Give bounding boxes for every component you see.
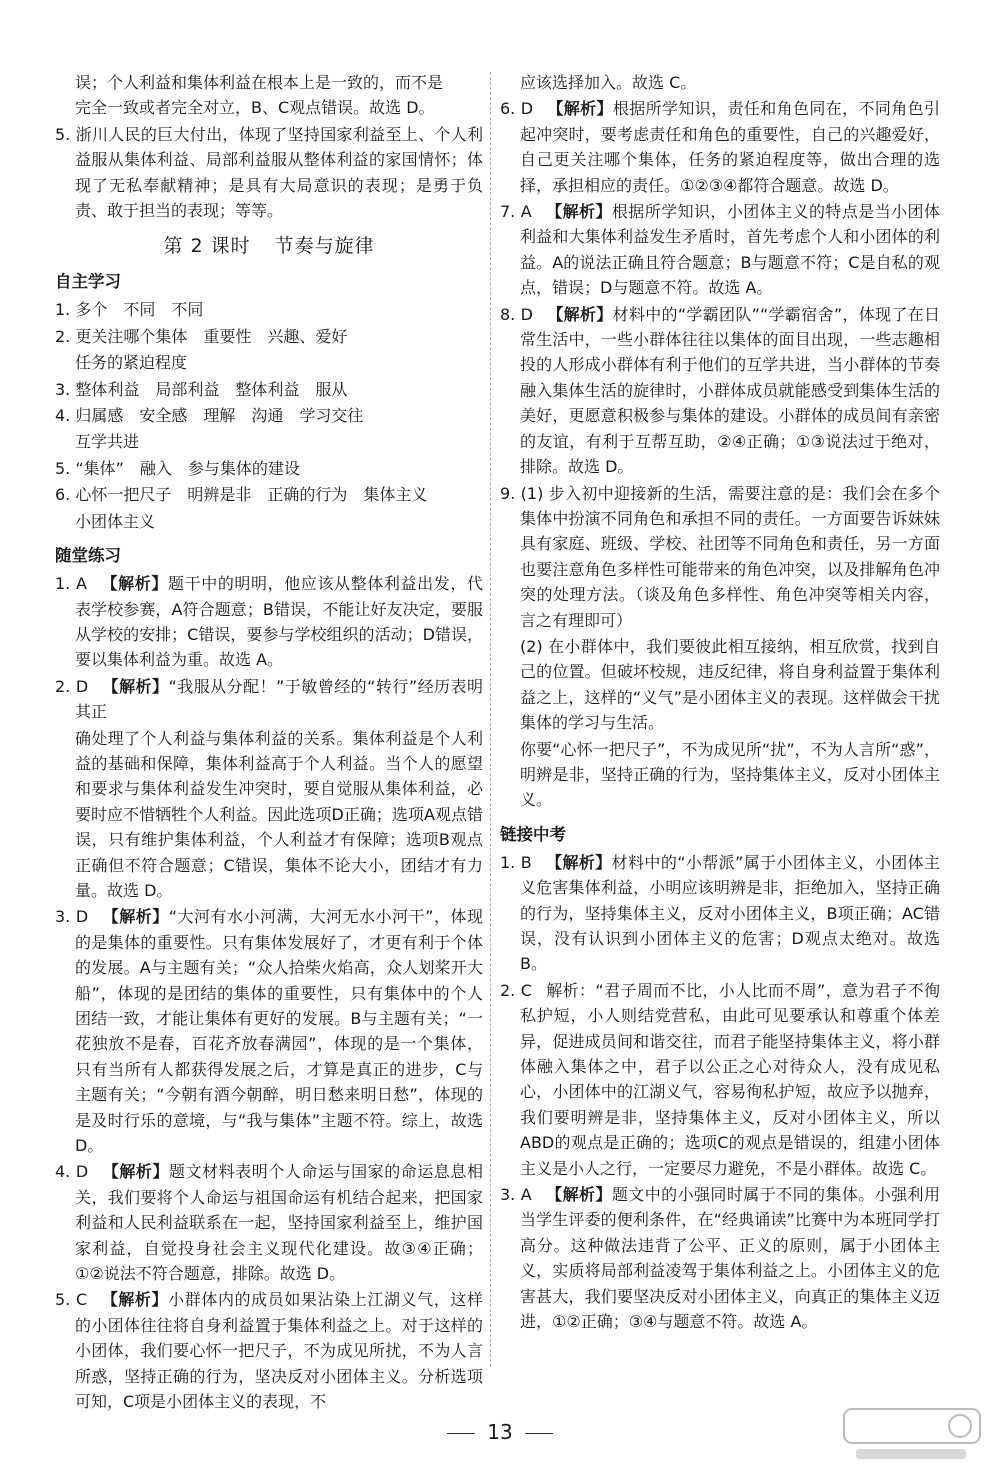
exam-answer-3: 3. A 【解析】题文中的小强同时属于不同的集体。小强利用当学生评委的便利条件，在“经典诵读”比赛中为本班同学打高分。这种做法违背了公平、正义的原则，属于小团体主义，实质将局部利益凌驾于集体利益之上。小团体主义的危害甚大，我们要坚决反对小团体主义，向真正的集体主义迈进，①②正确；③④与题意不符。故选 A。	[500, 1185, 940, 1332]
right-column	[500, 70, 940, 1336]
left-column	[55, 70, 483, 1416]
footer-dash-right	[525, 1433, 553, 1434]
self-study-item: 5. “集体” 融入 参与集体的建设	[55, 458, 300, 478]
answer-5: 5. 浙川人民的巨大付出，体现了坚持国家利益至上、个人利益服从集体利益、局部利益服从整体利益的家国情怀；体现了无私奉献精神；是具有大局意识的表现；是勇于负责、敢于担当的表现；等等。	[55, 124, 483, 221]
watermark-logo-icon	[842, 1407, 982, 1463]
practice-answer-2-cont: 确处理了个人利益与集体利益的关系。集体利益是个人利益的基础和保障，集体利益高于个人利益。当个人的愿望和要求与集体利益发生冲突时，要自觉服从集体利益，必要时应不惜牺牲个人利益。因此选项D正确；选项A观点错误，只有维护集体利益，个人利益才有保障；选项B观点正确但不符合题意；C错误，集体不论大小，团结才有力量。故选 D。	[75, 728, 483, 900]
page-number: 13	[487, 1420, 513, 1444]
self-study-item: 2. 更关注哪个集体 重要性 兴趣、爱好	[55, 326, 348, 346]
section-heading-exam-link: 链接中考	[500, 824, 566, 844]
practice-answer-6: 6. D 【解析】根据所学知识，责任和角色同在，不同角色引起冲突时，要考虑责任和角色的重要性，自己的兴趣爱好，自己更关注哪个集体，任务的紧迫程度等，做出合理的选择，承担相应的责任。①②③④都符合题意。故选 D。	[500, 99, 940, 195]
practice-answer-7: 7. A 【解析】根据所学知识，小团体主义的特点是当小团体利益和大集体利益发生矛盾时，首先考虑个人和小团体的利益。A的说法正确且符合题意；B与题意不符；C是自私的观点，错误；D与题意不符。故选 A。	[500, 202, 940, 298]
practice-answer-9-part3: 你要“心怀一把尺子”，不为成见所“扰”，不为人言所“惑”，明辨是非，坚持正确的行为，坚持集体主义，反对小团体主义。	[520, 739, 940, 810]
self-study-item: 任务的紧迫程度	[75, 353, 188, 373]
section-heading-class-practice: 随堂练习	[55, 546, 121, 566]
practice-answer-9-part2: (2) 在小群体中，我们要彼此相互接纳，相互欣赏，找到自己的位置。但破坏校规，违反纪律，将自身利益置于集体利益之上，这样的“义气”是小团体主义的表现。这样做会干扰集体的学习与生活。	[520, 636, 940, 733]
practice-answer-9-part1: 9. (1) 步入初中迎接新的生活，需要注意的是：我们会在多个集体中扮演不同角色和承担不同的责任。一方面要告诉妹妹具有家庭、班级、学校、社团等不同角色和责任，另一方面也要注意角色多样性可能带来的角色冲突，以及排解角色冲突的处理方法。（谈及角色多样性、角色冲突等相关内容，言之有理即可）	[500, 483, 940, 630]
exam-answer-1: 1. B 【解析】材料中的“小帮派”属于小团体主义，小团体主义危害集体利益，小明应该明辨是非，拒绝加入，坚持正确的行为，坚持集体主义，反对小团体主义，B项正确；AC错误，没有认识到小团体主义的危害；D观点太绝对。故选 B。	[500, 852, 940, 974]
footer-dash-left	[447, 1433, 475, 1434]
lesson-title: 第 2 课时 节奏与旋律	[163, 235, 375, 258]
practice-answer-4: 4. D 【解析】题文材料表明个人命运与国家的命运息息相关，我们要将个人命运与祖国命运有机结合起来，把国家利益和人民利益联系在一起，坚持国家利益至上，维护国家利益，自觉投身社会主义现代化建设。故③④正确；①②说法不符合题意，排除。故选 D。	[55, 1162, 483, 1284]
practice-answer-5: 5. C 【解析】小群体内的成员如果沾染上江湖义气，这样的小团体往往将自身利益置于集体利益之上。对于这样的小团体，我们要心怀一把尺子，不为成见所扰，不为人言所惑，坚持正确的行为，坚决反对小团体主义。分析选项可知，C项是小团体主义的表现，不	[55, 1290, 483, 1412]
practice-answer-8: 8. D 【解析】材料中的“学霸团队”“学霸宿舍”，体现了在日常生活中，一些小群体往往以集体的面目出现，一些志趣相投的人形成小群体有利于他们的互学共进，当小群体的节奏融入集体生活的旋律时，小群体成员就能感受到集体生活的美好，更愿意积极参与集体的建设。小群体的成员间有亲密的友谊，有利于互帮互助，②④正确；①③说法过于绝对，排除。故选 D。	[500, 304, 940, 477]
self-study-item: 4. 归属感 安全感 理解 沟通 学习交往	[55, 406, 364, 426]
self-study-item: 互学共进	[75, 432, 140, 452]
exam-answer-2: 2. C 解析：“君子周而不比，小人比而不周”，意为君子不徇私护短，小人则结党营私，由此可见要承认和尊重个体差异，促进成员间和谐交往，而君子能坚持集体主义，将小群体融入集体之中，君子以公正之心对待众人，没有成见私心，小团体中的江湖义气，容易徇私护短，故应予以抛弃，我们要明辨是非，坚持集体主义，反对小团体主义，所以ABD的观点是正确的；选项C的观点是错误的，组建小团体主义是小人之行，一定要尽力避免，不是小群体。故选 C。	[500, 980, 940, 1178]
self-study-item: 小团体主义	[75, 511, 156, 531]
practice-answer-3: 3. D 【解析】“大河有水小河满，大河无水小河干”，体现的是集体的重要性。只有集体发展好了，才更有利于个体的发展。A与主题有关；“众人拾柴火焰高，众人划桨开大船”，体现的是团结的集体的重要性，只有集体中的个人团结一致，才能让集体有更好的发展。B与主题有关；“一花独放不是春，百花齐放春满园”，体现的是一个集体，只有当所有人都获得发展之后，才算是真正的进步，C与主题有关；“今朝有酒今朝醉，明日愁来明日愁”，体现的是及时行乐的意境，与“我与集体”主题不符。综上，故选 D。	[55, 907, 483, 1156]
self-study-item: 1. 多个 不同 不同	[55, 300, 204, 320]
self-study-item: 3. 整体利益 局部利益 整体利益 服从	[55, 379, 348, 399]
practice-answer-1: 1. A 【解析】题干中的明明，他应该从整体利益出发，代表学校参赛，A符合题意；B错误，不能让好友决定，要服从学校的安排；C错误，要参与学校组织的活动；D错误，要以集体利益为重。故选 A。	[55, 574, 483, 670]
continued-answer-4: 误；个人利益和集体利益在根本上是一致的，而不是 完全一致或者完全对立，B、C观点错误。故选 D。	[75, 73, 444, 118]
practice-answer-2: 2. D 【解析】“我服从分配！”于敏曾经的“转行”经历表明其正	[55, 676, 483, 722]
continued-answer-5: 应该选择加入。故选 C。	[520, 73, 697, 92]
section-heading-self-study: 自主学习	[55, 272, 121, 292]
column-divider	[490, 72, 491, 1367]
self-study-item: 6. 心怀一把尺子 明辨是非 正确的行为 集体主义	[55, 485, 428, 505]
